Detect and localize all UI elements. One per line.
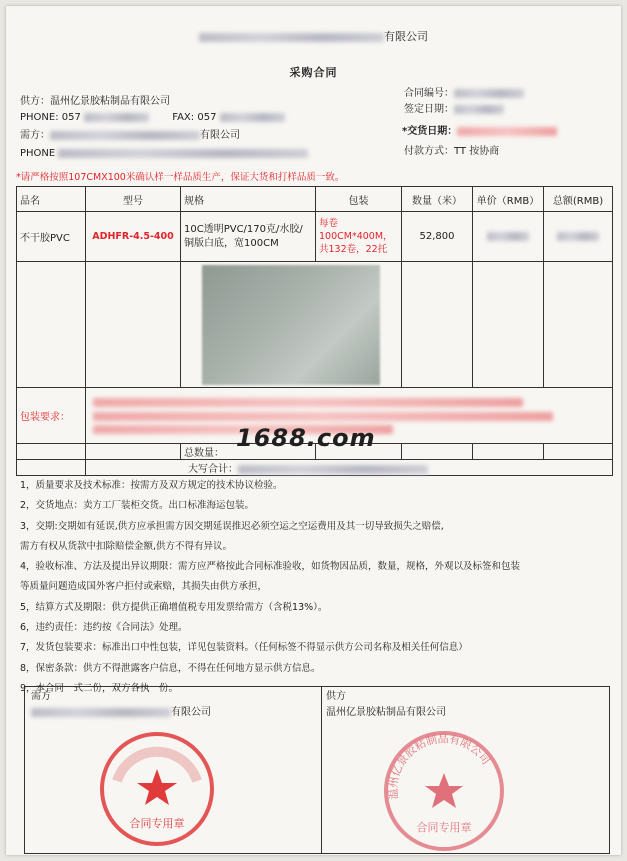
supplier-signature-block bbox=[322, 687, 609, 853]
redacted-phone bbox=[84, 113, 149, 122]
redacted-total bbox=[557, 232, 599, 241]
supplier-phone-line bbox=[20, 112, 285, 124]
supplier-stamp-ring: 温州亿景胶粘制品有限公司 bbox=[386, 732, 493, 801]
document-title: 采购合同 bbox=[289, 66, 338, 79]
packing-requirement-label: 包装要求： bbox=[17, 388, 86, 444]
buyer-signature-block bbox=[25, 687, 322, 853]
buyer-stamp bbox=[97, 729, 217, 849]
product-model: ADHFR-4.5-400 bbox=[86, 212, 181, 262]
fax-prefix: 057 bbox=[197, 112, 217, 123]
table-row bbox=[17, 212, 613, 262]
supplier-name: 温州亿景胶粘制品有限公司 bbox=[50, 96, 170, 107]
total-amount-row bbox=[17, 460, 613, 476]
header-unit-price: 单价（RMB） bbox=[473, 187, 544, 212]
sample-image-cell bbox=[181, 262, 402, 388]
product-quantity: 52,800 bbox=[402, 212, 473, 262]
buyer-phone-line bbox=[20, 148, 308, 160]
term-item: 3，交期:交期如有延误,供方应承担需方因交期延误推迟必须空运之空运费用及其一切导致损失之赔偿, bbox=[20, 520, 444, 532]
buyer-line bbox=[20, 130, 240, 142]
redacted-company-name bbox=[199, 33, 384, 42]
redacted-packing-line-1 bbox=[93, 398, 523, 407]
term-item: 等质量问题造成国外客户拒付或索赔，其损失由供方承担， bbox=[20, 581, 268, 593]
buyer-name-suffix: 有限公司 bbox=[200, 130, 240, 141]
supplier-label: 供方： bbox=[20, 96, 50, 107]
buyer-company-header bbox=[6, 28, 621, 44]
buyer-label: 需方： bbox=[20, 130, 50, 141]
term-item: 需方有权从货款中扣除赔偿金额,供方不得有异议。 bbox=[20, 540, 233, 552]
redacted-buyer-sign-name bbox=[31, 708, 171, 717]
payment-value: TT 按协商 bbox=[454, 146, 500, 157]
term-item: 1，质量要求及技术标准：按需方及双方规定的技术协议检验。 bbox=[20, 480, 283, 491]
sample-row bbox=[17, 262, 613, 388]
company-suffix: 有限公司 bbox=[384, 30, 428, 43]
header-model: 型号 bbox=[86, 187, 181, 212]
fax-label: FAX: bbox=[172, 112, 195, 123]
supplier-stamp-text: 合同专用章 bbox=[416, 821, 472, 834]
total-amount-label: 大写合计： bbox=[188, 464, 238, 475]
total-cell bbox=[544, 212, 613, 262]
sample-photo bbox=[202, 265, 380, 385]
header-packing: 包装 bbox=[316, 187, 402, 212]
table-header-row bbox=[17, 187, 613, 212]
contract-page bbox=[6, 6, 621, 855]
product-spec: 10C透明PVC/170克/水胶/铜版白底，宽100CM bbox=[181, 212, 316, 262]
total-quantity-label: 总数量： bbox=[181, 444, 316, 460]
term-item: 4，验收标准、方法及提出异议期限：需方应严格按此合同标准验收，如货物因品质，数量，规格，外观以及标签和包装 bbox=[20, 561, 521, 573]
buyer-sign-company bbox=[31, 707, 211, 719]
term-item: 2，交货地点：卖方工厂装柜交货。出口标准海运包装。 bbox=[20, 500, 255, 512]
signature-area bbox=[24, 686, 610, 854]
delivery-date-label: *交货日期： bbox=[402, 126, 458, 137]
supplier-line bbox=[20, 96, 170, 108]
term-item: 5，结算方式及期限：供方提供正确增值税专用发票给需方（含税13%）。 bbox=[20, 601, 328, 613]
redacted-fax bbox=[220, 113, 285, 122]
header-product: 品名 bbox=[17, 187, 86, 212]
redacted-delivery-date bbox=[457, 127, 557, 136]
stamp-star-icon bbox=[137, 769, 177, 805]
stamp-star-icon bbox=[425, 773, 463, 808]
phone-prefix: 057 bbox=[61, 112, 81, 123]
payment-line bbox=[404, 146, 499, 158]
redacted-unit-price bbox=[487, 232, 529, 241]
product-packing: 每卷100CM*400M，共132卷，22托 bbox=[316, 212, 402, 262]
term-item: 9，本合同一式二份，双方各执一份。 bbox=[20, 682, 179, 694]
contract-number-label: 合同编号： bbox=[404, 88, 454, 99]
payment-label: 付款方式： bbox=[404, 146, 454, 157]
buyer-sign-label: 需方 bbox=[31, 691, 51, 702]
term-item: 7，发货包装要求：标准出口中性包装，详见包装资料。（任何标签不得显示供方公司名称及相关任何信息） bbox=[20, 642, 468, 654]
header-quantity: 数量（米） bbox=[402, 187, 473, 212]
redacted-buyer-phone bbox=[58, 149, 308, 158]
header-total: 总额(RMB) bbox=[544, 187, 613, 212]
phone-label: PHONE: bbox=[20, 112, 59, 123]
total-amount-cell bbox=[86, 460, 613, 476]
redacted-total-amount bbox=[238, 465, 428, 474]
term-item: 6，违约责任：违约按《合同法》处理。 bbox=[20, 622, 188, 634]
redacted-sign-date bbox=[454, 105, 504, 114]
redacted-packing-line-2 bbox=[93, 412, 553, 421]
buyer-sign-suffix: 有限公司 bbox=[171, 707, 211, 718]
buyer-phone-label: PHONE bbox=[20, 148, 56, 159]
delivery-date-line bbox=[402, 126, 557, 138]
contract-number-line bbox=[404, 88, 524, 100]
watermark-1688: 1688.com bbox=[236, 424, 376, 452]
supplier-stamp bbox=[382, 729, 506, 853]
term-item: 8，保密条款：供方不得泄露客户信息，不得在任何地方显示供方信息。 bbox=[20, 662, 321, 674]
header-spec: 规格 bbox=[181, 187, 316, 212]
sign-date-label: 签定日期： bbox=[404, 104, 454, 115]
product-name: 不干胶PVC bbox=[17, 212, 86, 262]
unit-price-cell bbox=[473, 212, 544, 262]
buyer-stamp-text: 合同专用章 bbox=[129, 817, 185, 830]
quality-notice: *请严格按照107CMX100米确认样一样品质生产，保证大货和打样品质一致。 bbox=[16, 172, 345, 183]
supplier-sign-label: 供方 bbox=[326, 691, 346, 702]
contract-terms bbox=[20, 476, 610, 699]
redacted-contract-number bbox=[454, 89, 524, 98]
supplier-sign-company: 温州亿景胶粘制品有限公司 bbox=[326, 707, 446, 718]
sign-date-line bbox=[404, 104, 504, 116]
redacted-buyer-name bbox=[50, 131, 200, 140]
